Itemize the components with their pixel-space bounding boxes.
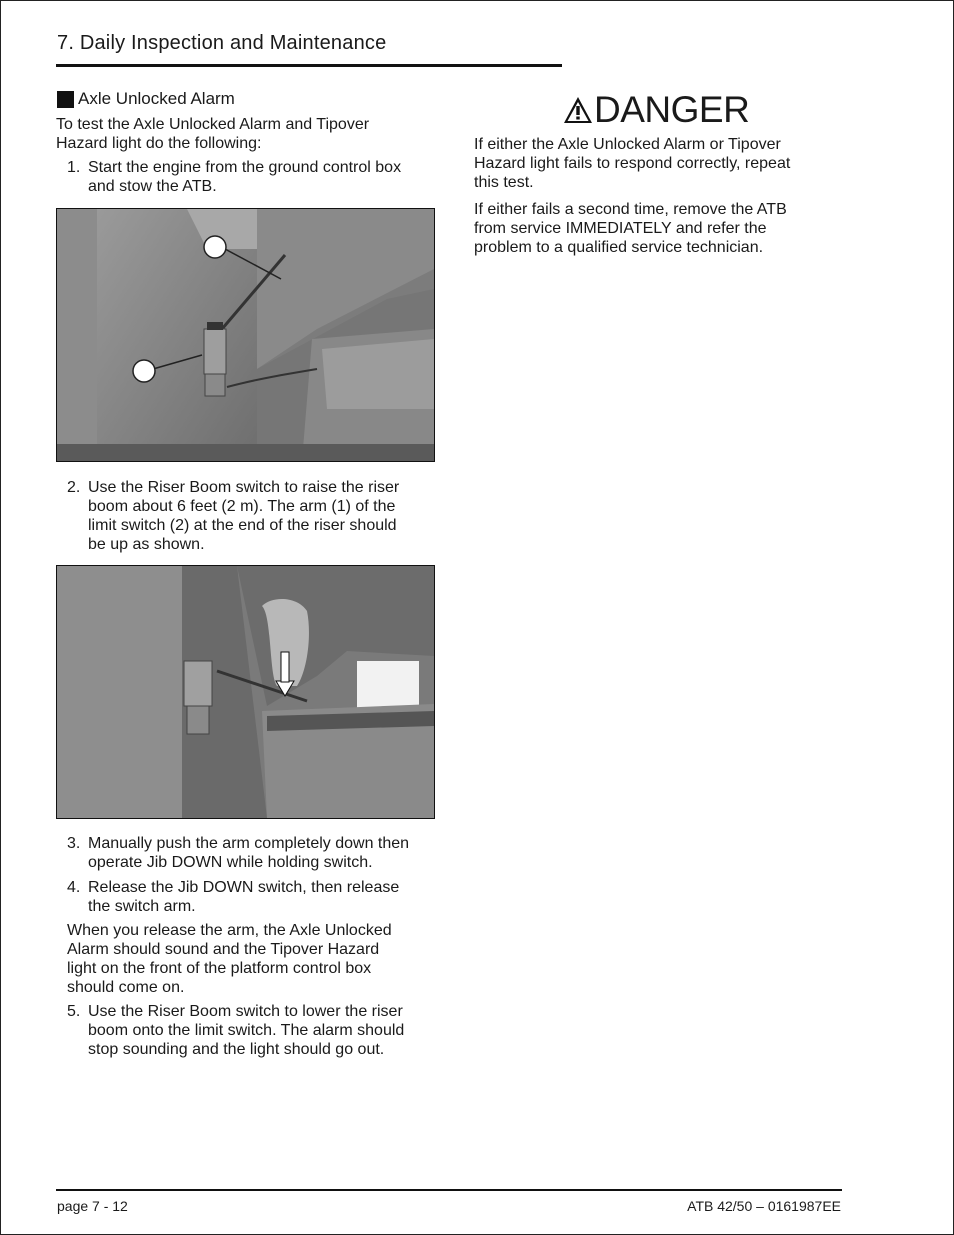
step-line: and stow the ATB.	[88, 178, 217, 195]
photo-limit-switch-up	[56, 208, 435, 462]
step-line: Manually push the arm completely down then	[88, 835, 410, 852]
section-heading	[57, 89, 235, 109]
danger-line: If either the Axle Unlocked Alarm or Tipover	[474, 136, 781, 153]
step-2	[67, 478, 399, 554]
step-number: 2.	[67, 479, 81, 496]
intro-paragraph	[56, 115, 369, 153]
step-line: limit switch (2) at the end of the riser should	[88, 517, 397, 534]
step-number: 3.	[67, 835, 81, 852]
step-number: 4.	[67, 879, 81, 896]
step-line: boom about 6 feet (2 m). The arm (1) of the	[88, 498, 396, 515]
intro-line: To test the Axle Unlocked Alarm and Tipover	[56, 116, 370, 133]
step-5	[67, 1002, 404, 1059]
note-line: Alarm should sound and the Tipover Hazard	[67, 941, 380, 958]
danger-paragraph-1	[474, 135, 790, 192]
step-line: the switch arm.	[88, 898, 196, 915]
intro-line: Hazard light do the following:	[56, 135, 262, 152]
danger-paragraph-2	[474, 200, 787, 257]
page-number: page 7 - 12	[57, 1198, 128, 1214]
header-rule	[56, 64, 562, 67]
note-line: should come on.	[67, 979, 185, 996]
step-text	[88, 878, 399, 916]
danger-line: If either fails a second time, remove the ATB	[474, 201, 787, 218]
step-3	[67, 834, 409, 872]
step-text	[88, 1002, 404, 1059]
note-line: light on the front of the platform control box	[67, 960, 372, 977]
step-line: Release the Jib DOWN switch, then release	[88, 879, 400, 896]
note-paragraph	[67, 921, 392, 997]
note-line: When you release the arm, the Axle Unlocked	[67, 922, 392, 939]
danger-heading	[563, 89, 749, 131]
step-1	[67, 158, 401, 196]
step-number: 1.	[67, 159, 81, 176]
step-line: stop sounding and the light should go out.	[88, 1041, 385, 1058]
step-line: operate Jib DOWN while holding switch.	[88, 854, 373, 871]
step-text	[88, 158, 401, 196]
step-text	[88, 478, 399, 554]
step-line: be up as shown.	[88, 536, 205, 553]
photo-arm-pushed-down	[56, 565, 435, 819]
step-number: 5.	[67, 1003, 81, 1020]
step-line: Use the Riser Boom switch to lower the riser	[88, 1003, 403, 1020]
step-line: boom onto the limit switch. The alarm should	[88, 1022, 405, 1039]
page-header-title: 7. Daily Inspection and Maintenance	[57, 32, 387, 54]
square-bullet-icon	[57, 91, 74, 108]
danger-line: problem to a qualified service technician.	[474, 239, 764, 256]
step-4	[67, 878, 399, 916]
step-line: Use the Riser Boom switch to raise the riser	[88, 479, 400, 496]
danger-line: Hazard light fails to respond correctly, repeat	[474, 155, 791, 172]
footer-rule	[56, 1189, 842, 1191]
danger-line: this test.	[474, 174, 534, 191]
section-heading-text: Axle Unlocked Alarm	[78, 89, 235, 108]
step-line: Start the engine from the ground control box	[88, 159, 402, 176]
step-text	[88, 834, 409, 872]
warning-triangle-icon	[563, 96, 593, 124]
danger-line: from service IMMEDIATELY and refer the	[474, 220, 767, 237]
document-id: ATB 42/50 – 0161987EE	[687, 1198, 841, 1214]
danger-label: DANGER	[594, 89, 750, 130]
